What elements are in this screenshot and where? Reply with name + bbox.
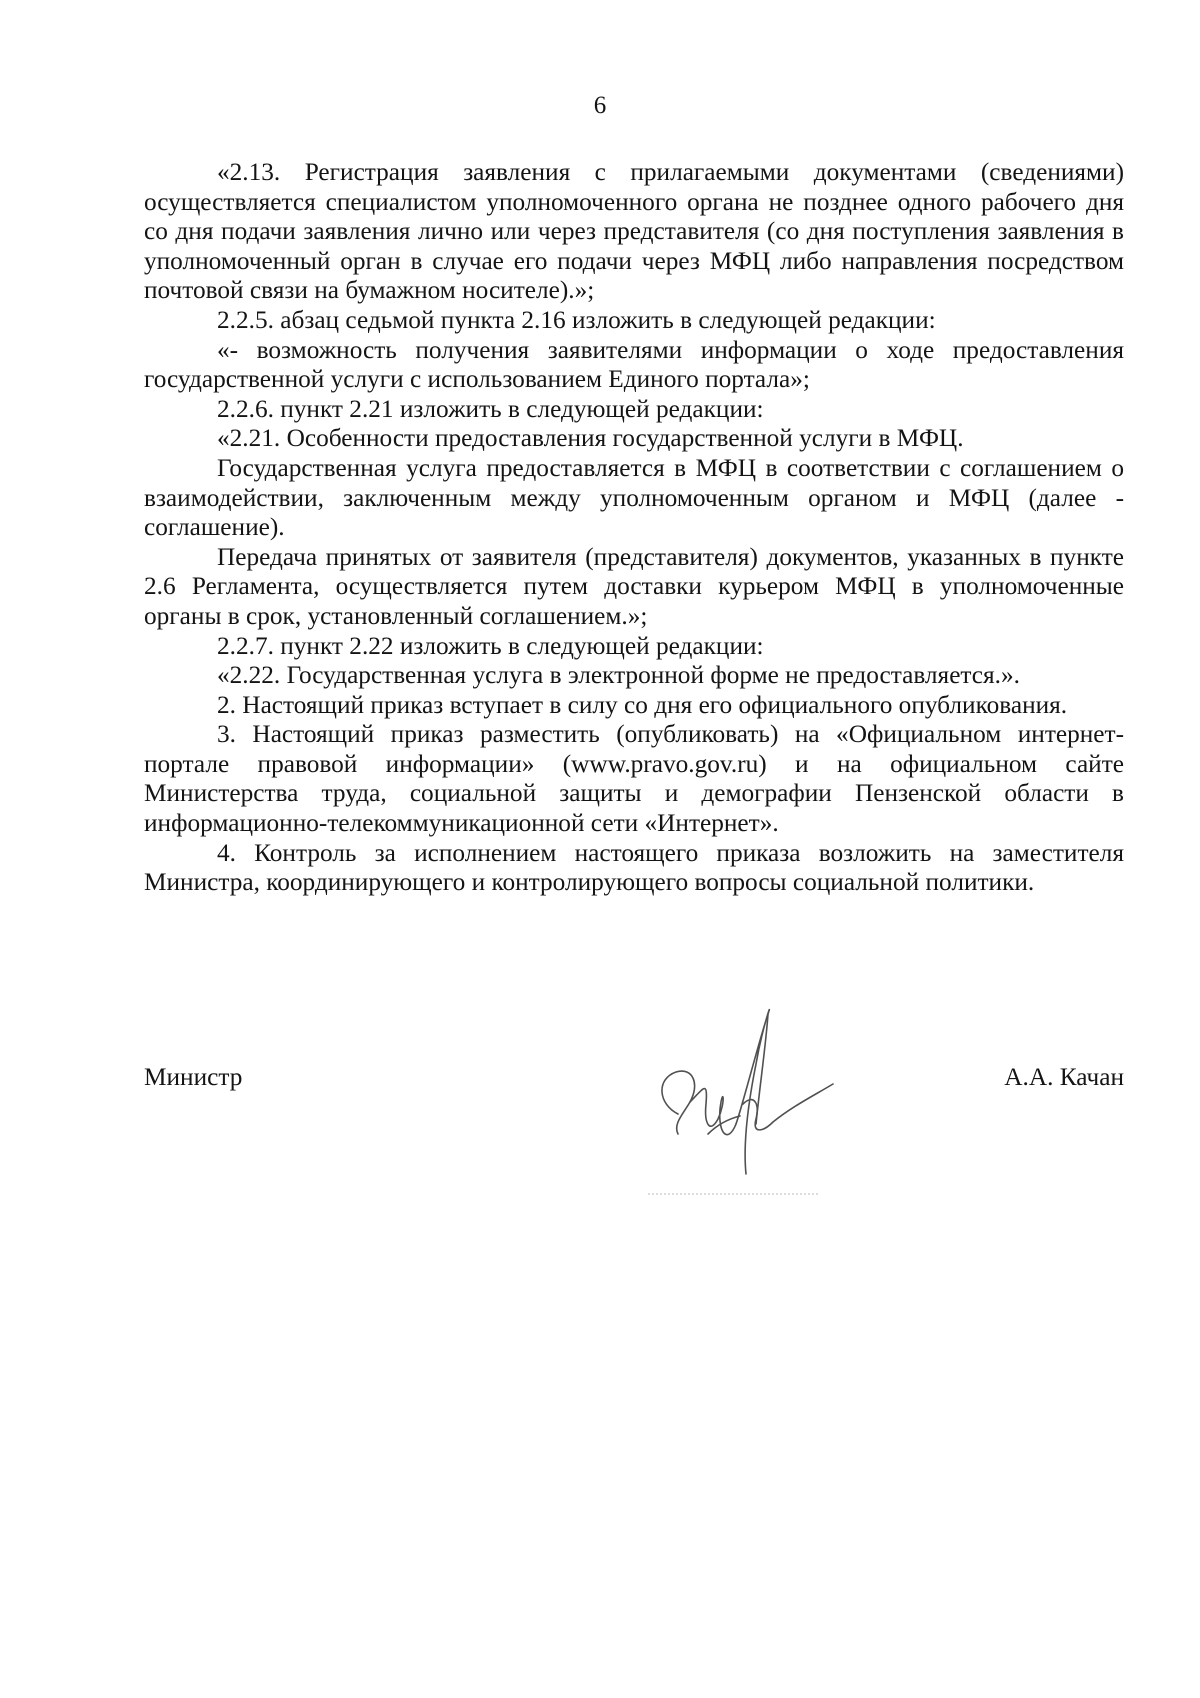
paragraph-item-3: 3. Настоящий приказ разместить (опубликовать) на «Официальном интернет-портале правовой информации» (www.pravo.gov.ru) и на официальном сайте Министерства труда, социальной защиты и демографии Пензенской области в информационно-телекоммуникационной сети «Интернет». bbox=[144, 720, 1124, 838]
signature-block bbox=[144, 1062, 1124, 1102]
handwritten-signature bbox=[648, 984, 848, 1199]
document-body bbox=[144, 158, 1124, 898]
paragraph-2-2-5: 2.2.5. абзац седьмой пункта 2.16 изложить в следующей редакции: bbox=[217, 305, 936, 334]
paragraph-2-16-quote: «- возможность получения заявителями информации о ходе предоставления государственной услуги с использованием Единого портала»; bbox=[144, 335, 1124, 394]
page-number: 6 bbox=[593, 92, 607, 119]
paragraph-2-22-quote: «2.22. Государственная услуга в электронной форме не предоставляется.». bbox=[217, 661, 1020, 690]
paragraph-2-2-7: 2.2.7. пункт 2.22 изложить в следующей редакции: bbox=[217, 631, 764, 660]
paragraph-2-13: «2.13. Регистрация заявления с прилагаемыми документами (сведениями) осуществляется специалистом уполномоченного органа не позднее одного рабочего дня со дня подачи заявления лично или через представителя (со дня поступления заявления в уполномоченный орган в случае его подачи через МФЦ либо направления посредством почтовой связи на бумажном носителе).»; bbox=[144, 158, 1124, 305]
paragraph-item-4: 4. Контроль за исполнением настоящего приказа возложить на заместителя Министра, координирующего и контролирующего вопросы социальной политики. bbox=[144, 838, 1124, 897]
paragraph-item-2: 2. Настоящий приказ вступает в силу со дня его официального опубликования. bbox=[217, 690, 1068, 719]
paragraph-2-21-service: Государственная услуга предоставляется в МФЦ в соответствии с соглашением о взаимодействии, заключенным между уполномоченным органом и МФЦ (далее - соглашение). bbox=[144, 453, 1124, 542]
paragraph-2-21-transfer: Передача принятых от заявителя (представителя) документов, указанных в пункте 2.6 Регламента, осуществляется путем доставки курьером МФЦ в уполномоченные органы в срок, установленный соглашением.»; bbox=[144, 542, 1124, 630]
signer-name: А.А. Качан bbox=[1004, 1063, 1124, 1091]
paragraph-2-21-heading: «2.21. Особенности предоставления государственной услуги в МФЦ. bbox=[217, 424, 964, 453]
paragraph-2-2-6: 2.2.6. пункт 2.21 изложить в следующей редакции: bbox=[217, 394, 764, 423]
signer-title: Министр bbox=[144, 1063, 243, 1091]
